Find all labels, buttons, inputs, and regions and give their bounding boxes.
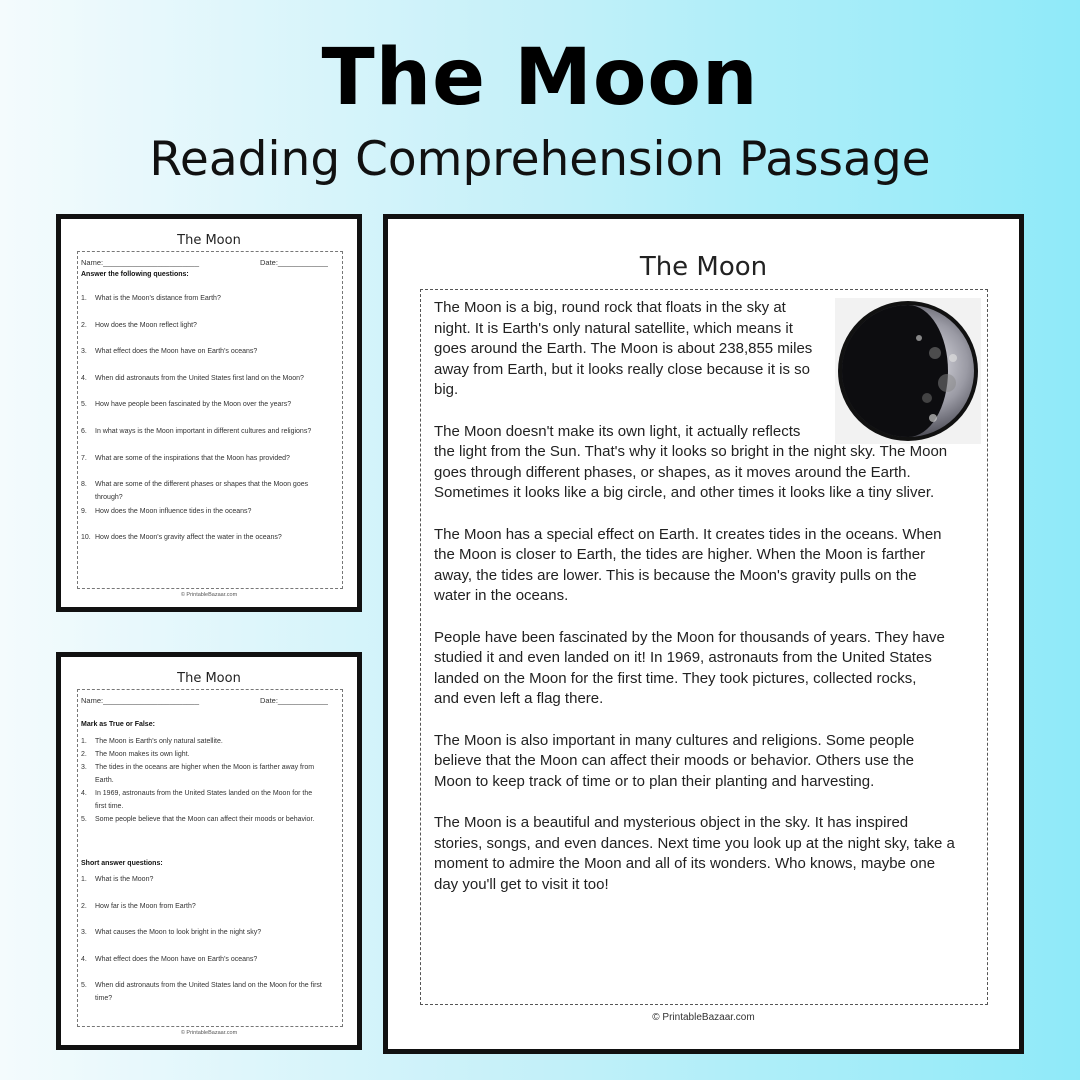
passage-paragraph [434, 298, 812, 401]
item-number: 5. [81, 816, 87, 823]
item-text: The Moon is Earth's only natural satellite. [95, 738, 223, 745]
true-false-heading: Mark as True or False: [81, 721, 155, 728]
passage-line: Moon to keep track of time or to plan their planting and harvesting. [434, 772, 875, 790]
passage-line: water in the oceans. [434, 587, 569, 605]
item-text: The Moon makes its own light. [95, 751, 190, 758]
item-number: 3. [81, 929, 87, 937]
item-number: 1. [81, 295, 87, 302]
passage-line: The Moon has a special effect on Earth. It creates tides in the oceans. When [434, 525, 942, 543]
item-number: 2. [81, 751, 87, 758]
item-text: How have people been fascinated by the Moon over the years? [95, 401, 292, 409]
page-subtitle: Reading Comprehension Passage [149, 132, 931, 187]
list-item [81, 900, 338, 913]
item-text: How does the Moon reflect light? [95, 321, 197, 329]
item-number: 9. [81, 507, 87, 515]
list-item [81, 319, 338, 332]
passage-line: day you'll get to visit it too! [434, 875, 609, 893]
passage-line: the Moon is closer to Earth, the tides are higher. When the Moon is farther [434, 546, 926, 564]
name-field-label: Name:_______________________ [81, 258, 200, 267]
list-item [81, 873, 338, 886]
section-heading: Answer the following questions: [81, 271, 189, 278]
item-text: What are some of the different phases or shapes that the Moon goes through? [95, 481, 309, 502]
item-text: The tides in the oceans are higher when the Moon is farther away from Earth. [95, 764, 315, 784]
passage-paragraph [434, 813, 955, 895]
list-item [81, 372, 338, 385]
passage-frame [420, 289, 988, 1005]
list-item [81, 979, 338, 1005]
list-item [81, 425, 338, 438]
passage-line: goes through different phases, or shapes, as it moves around the Earth. [434, 463, 911, 481]
list-item [81, 787, 338, 813]
item-number: 3. [81, 348, 87, 356]
worksheet-title: The Moon [177, 671, 241, 686]
passage-line: The Moon is a beautiful and mysterious object in the sky. It has inspired [434, 814, 909, 831]
list-item [81, 531, 338, 544]
item-number: 4. [81, 955, 87, 963]
passage-paragraph [434, 628, 945, 710]
passage-line: The Moon doesn't make its own light, it actually reflects [434, 422, 801, 440]
passage-line: the light from the Sun. That's why it looks so bright in the night sky. The Moon [434, 443, 948, 461]
list-item [81, 398, 338, 411]
questions-worksheet [56, 214, 362, 612]
name-field-label: Name:_______________________ [81, 696, 200, 705]
passage-line: studied it and even landed on it! In 1969, astronauts from the United States [434, 649, 932, 667]
list-item [81, 813, 338, 826]
item-text: What effect does the Moon have on Earth's oceans? [95, 955, 258, 963]
passage-line: landed on the Moon for the first time. They took pictures, collected rocks, [434, 669, 917, 687]
item-text: What causes the Moon to look bright in the night sky? [95, 929, 262, 937]
worksheet-frame [77, 689, 343, 1027]
item-text: How does the Moon influence tides in the oceans? [95, 507, 252, 515]
item-text: How far is the Moon from Earth? [95, 902, 196, 910]
passage-line: stories, songs, and even dances. Next time you look up at the night sky, take a [434, 834, 955, 852]
item-number: 6. [81, 428, 87, 435]
list-item [81, 953, 338, 966]
item-text: What effect does the Moon have on Earth's oceans? [95, 348, 258, 356]
passage-line: moment to admire the Moon and all of its wonders. Who knows, maybe one [434, 855, 936, 873]
passage-line: believe that the Moon can affect their moods or behavior. Others use the [434, 752, 915, 770]
passage-line: and even left a flag there. [434, 690, 604, 708]
true-false-worksheet [56, 652, 362, 1050]
item-text: What is the Moon's distance from Earth? [95, 295, 221, 302]
item-number: 2. [81, 321, 87, 329]
passage-line: away from Earth, but it looks really close because it is so [434, 360, 810, 378]
passage-paragraph [434, 525, 942, 607]
list-item [81, 761, 338, 787]
passage-line: The Moon is also important in many cultures and religions. Some people [434, 731, 915, 749]
item-text: Some people believe that the Moon can affect their moods or behavior. [95, 816, 315, 823]
item-text: How does the Moon's gravity affect the water in the oceans? [95, 534, 282, 542]
list-item [81, 478, 338, 504]
item-number: 1. [81, 738, 87, 745]
item-number: 5. [81, 401, 87, 409]
passage-line: Sometimes it looks like a big circle, and other times it looks like a tiny sliver. [434, 484, 935, 502]
item-number: 4. [81, 374, 87, 382]
list-item [81, 452, 338, 465]
date-field-label: Date:____________ [260, 696, 328, 705]
short-answer-heading: Short answer questions: [81, 860, 163, 867]
passage-line: goes around the Earth. The Moon is about 238,855 miles [434, 340, 813, 358]
date-field-label: Date:____________ [260, 258, 328, 267]
item-text: What is the Moon? [95, 876, 154, 883]
item-text: When did astronauts from the United States first land on the Moon? [95, 374, 304, 382]
list-item [81, 345, 338, 358]
item-number: 8. [81, 481, 87, 489]
item-text: What are some of the inspirations that the Moon has provided? [95, 454, 290, 462]
item-number: 4. [81, 790, 87, 797]
worksheet-title: The Moon [177, 233, 241, 248]
list-item [81, 748, 338, 761]
item-number: 2. [81, 902, 87, 910]
copyright: © PrintableBazaar.com [652, 1012, 755, 1023]
copyright: © PrintableBazaar.com [180, 592, 238, 598]
passage-line: big. [434, 381, 459, 399]
item-number: 10. [81, 534, 91, 542]
passage-line: The Moon is a big, round rock that floats in the sky at [434, 299, 786, 316]
item-number: 5. [81, 982, 87, 990]
passage-line: night. It is Earth's only natural satellite, which means it [434, 319, 793, 337]
passage-title: The Moon [639, 252, 768, 282]
item-number: 1. [81, 876, 87, 883]
worksheet-frame [77, 251, 343, 589]
page-title: The Moon [321, 33, 759, 123]
item-text: When did astronauts from the United States land on the Moon for the first time? [95, 982, 322, 1003]
item-text: In what ways is the Moon important in different cultures and religions? [95, 428, 312, 435]
passage-sheet [383, 214, 1024, 1054]
passage-line: away, the tides are lower. This is because the Moon's gravity pulls on the [434, 566, 917, 584]
passage-paragraph [434, 731, 914, 793]
passage-paragraph [434, 422, 947, 504]
list-item [81, 735, 338, 748]
list-item [81, 926, 338, 939]
list-item [81, 292, 338, 305]
passage-line: People have been fascinated by the Moon for thousands of years. They have [434, 628, 945, 646]
copyright: © PrintableBazaar.com [180, 1030, 238, 1036]
list-item [81, 505, 338, 518]
item-number: 3. [81, 764, 87, 771]
item-number: 7. [81, 454, 87, 462]
item-text: In 1969, astronauts from the United States landed on the Moon for the first time. [95, 790, 313, 810]
